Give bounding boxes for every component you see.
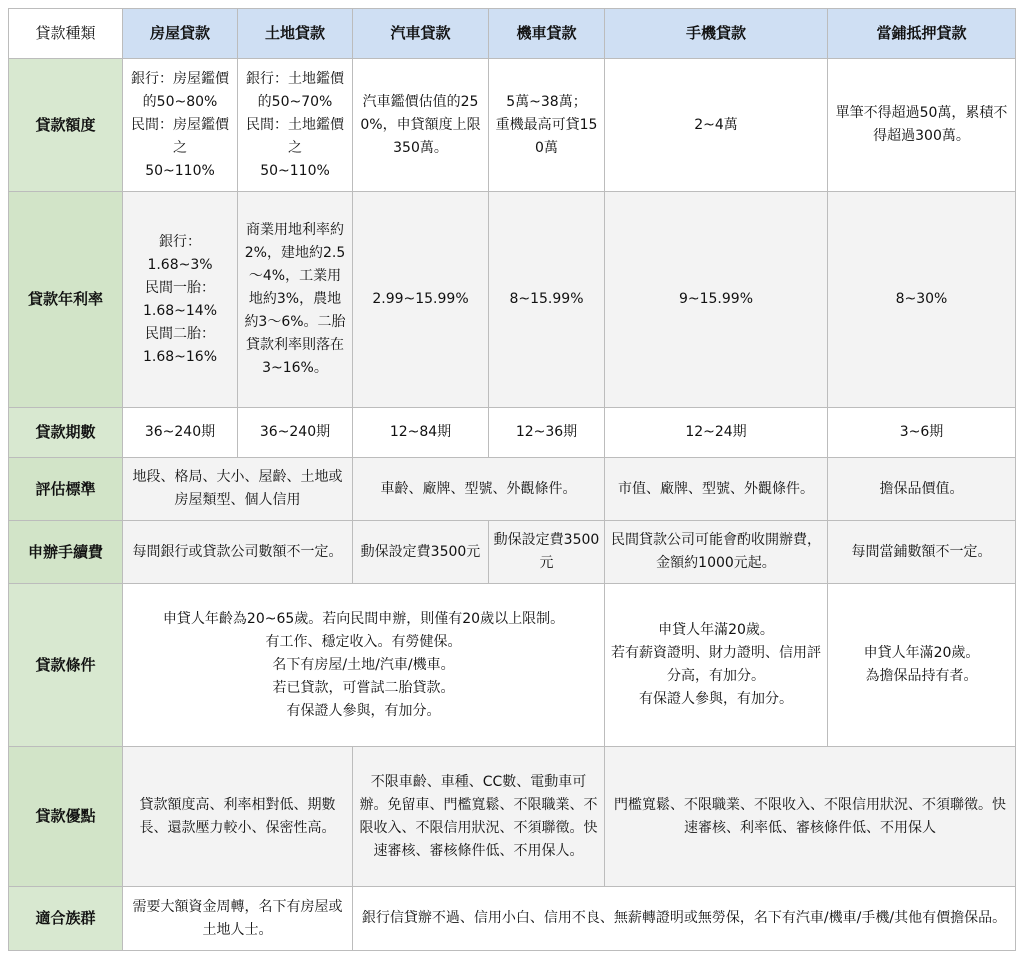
header-loan-type: 貸款種類 xyxy=(9,9,123,59)
merits-phone-pawnshop-cell: 門檻寬鬆、不限職業、不限收入、不限信用狀況、不須聯徵。快速審核、利率低、審核條件低、不用保人 xyxy=(605,747,1016,887)
loan-comparison-table xyxy=(8,8,1016,951)
row-term xyxy=(9,408,1016,458)
row-eval xyxy=(9,458,1016,521)
row-amount xyxy=(9,59,1016,192)
rate-car-cell: 2.99~15.99% xyxy=(353,192,489,408)
eval-car-motorcycle-cell: 車齡、廠牌、型號、外觀條件。 xyxy=(353,458,605,521)
amount-pawnshop-cell: 單筆不得超過50萬，累積不得超過300萬。 xyxy=(828,59,1016,192)
conditions-house-to-motorcycle-cell: 申貸人年齡為20~65歲。若向民間申辦，則僅有20歲以上限制。 有工作、穩定收入。有勞健保。 名下有房屋/土地/汽車/機車。 若已貸款，可嘗試二胎貸款。 有保證人參與，有加分。 xyxy=(123,584,605,747)
fee-motorcycle-cell: 動保設定費3500元 xyxy=(489,521,605,584)
header-motorcycle-loan: 機車貸款 xyxy=(489,9,605,59)
amount-house-cell: 銀行：房屋鑑價的50~80% 民間：房屋鑑價之 50~110% xyxy=(123,59,238,192)
term-phone-cell: 12~24期 xyxy=(605,408,828,458)
term-motorcycle-cell: 12~36期 xyxy=(489,408,605,458)
row-rate xyxy=(9,192,1016,408)
row-target xyxy=(9,887,1016,951)
fee-house-land-cell: 每間銀行或貸款公司數額不一定。 xyxy=(123,521,353,584)
rate-land-cell: 商業用地利率約2%，建地約2.5～4%，工業用地約3%，農地約3～6%。二胎貸款利率則落在3~16%。 xyxy=(238,192,353,408)
fee-pawnshop-cell: 每間當鋪數額不一定。 xyxy=(828,521,1016,584)
row-label-term: 貸款期數 xyxy=(9,408,123,458)
merits-house-land-cell: 貸款額度高、利率相對低、期數長、還款壓力較小、保密性高。 xyxy=(123,747,353,887)
rate-phone-cell: 9~15.99% xyxy=(605,192,828,408)
header-pawnshop-loan: 當鋪抵押貸款 xyxy=(828,9,1016,59)
target-others-cell: 銀行信貸辦不過、信用小白、信用不良、無薪轉證明或無勞保，名下有汽車/機車/手機/其他有價擔保品。 xyxy=(353,887,1016,951)
eval-pawnshop-cell: 擔保品價值。 xyxy=(828,458,1016,521)
amount-motorcycle-cell: 5萬~38萬； 重機最高可貸150萬 xyxy=(489,59,605,192)
amount-phone-cell: 2~4萬 xyxy=(605,59,828,192)
row-conditions xyxy=(9,584,1016,747)
merits-car-motorcycle-cell: 不限車齡、車種、CC數、電動車可辦。免留車、門檻寬鬆、不限職業、不限收入、不限信用狀況、不須聯徵。快速審核、審核條件低、不用保人。 xyxy=(353,747,605,887)
row-label-merits: 貸款優點 xyxy=(9,747,123,887)
row-label-fee: 申辦手續費 xyxy=(9,521,123,584)
fee-phone-cell: 民間貸款公司可能會酌收開辦費，金額約1000元起。 xyxy=(605,521,828,584)
term-pawnshop-cell: 3~6期 xyxy=(828,408,1016,458)
row-label-conditions: 貸款條件 xyxy=(9,584,123,747)
rate-motorcycle-cell: 8~15.99% xyxy=(489,192,605,408)
row-label-rate: 貸款年利率 xyxy=(9,192,123,408)
term-land-cell: 36~240期 xyxy=(238,408,353,458)
header-house-loan: 房屋貸款 xyxy=(123,9,238,59)
eval-phone-cell: 市值、廠牌、型號、外觀條件。 xyxy=(605,458,828,521)
header-car-loan: 汽車貸款 xyxy=(353,9,489,59)
conditions-phone-cell: 申貸人年滿20歲。 若有薪資證明、財力證明、信用評分高，有加分。 有保證人參與，有加分。 xyxy=(605,584,828,747)
eval-house-land-cell: 地段、格局、大小、屋齡、土地或房屋類型、個人信用 xyxy=(123,458,353,521)
rate-pawnshop-cell: 8~30% xyxy=(828,192,1016,408)
header-phone-loan: 手機貸款 xyxy=(605,9,828,59)
fee-car-cell: 動保設定費3500元 xyxy=(353,521,489,584)
row-fee xyxy=(9,521,1016,584)
row-label-amount: 貸款額度 xyxy=(9,59,123,192)
row-merits xyxy=(9,747,1016,887)
header-land-loan: 土地貸款 xyxy=(238,9,353,59)
target-house-land-cell: 需要大額資金周轉，名下有房屋或土地人士。 xyxy=(123,887,353,951)
conditions-pawnshop-cell: 申貸人年滿20歲。 為擔保品持有者。 xyxy=(828,584,1016,747)
amount-car-cell: 汽車鑑價估值的250%，申貸額度上限350萬。 xyxy=(353,59,489,192)
term-car-cell: 12~84期 xyxy=(353,408,489,458)
term-house-cell: 36~240期 xyxy=(123,408,238,458)
amount-land-cell: 銀行：土地鑑價的50~70% 民間：土地鑑價之 50~110% xyxy=(238,59,353,192)
row-label-target: 適合族群 xyxy=(9,887,123,951)
row-label-eval: 評估標準 xyxy=(9,458,123,521)
rate-house-cell: 銀行： 1.68~3% 民間一胎： 1.68~14% 民間二胎： 1.68~16% xyxy=(123,192,238,408)
header-row xyxy=(9,9,1016,59)
